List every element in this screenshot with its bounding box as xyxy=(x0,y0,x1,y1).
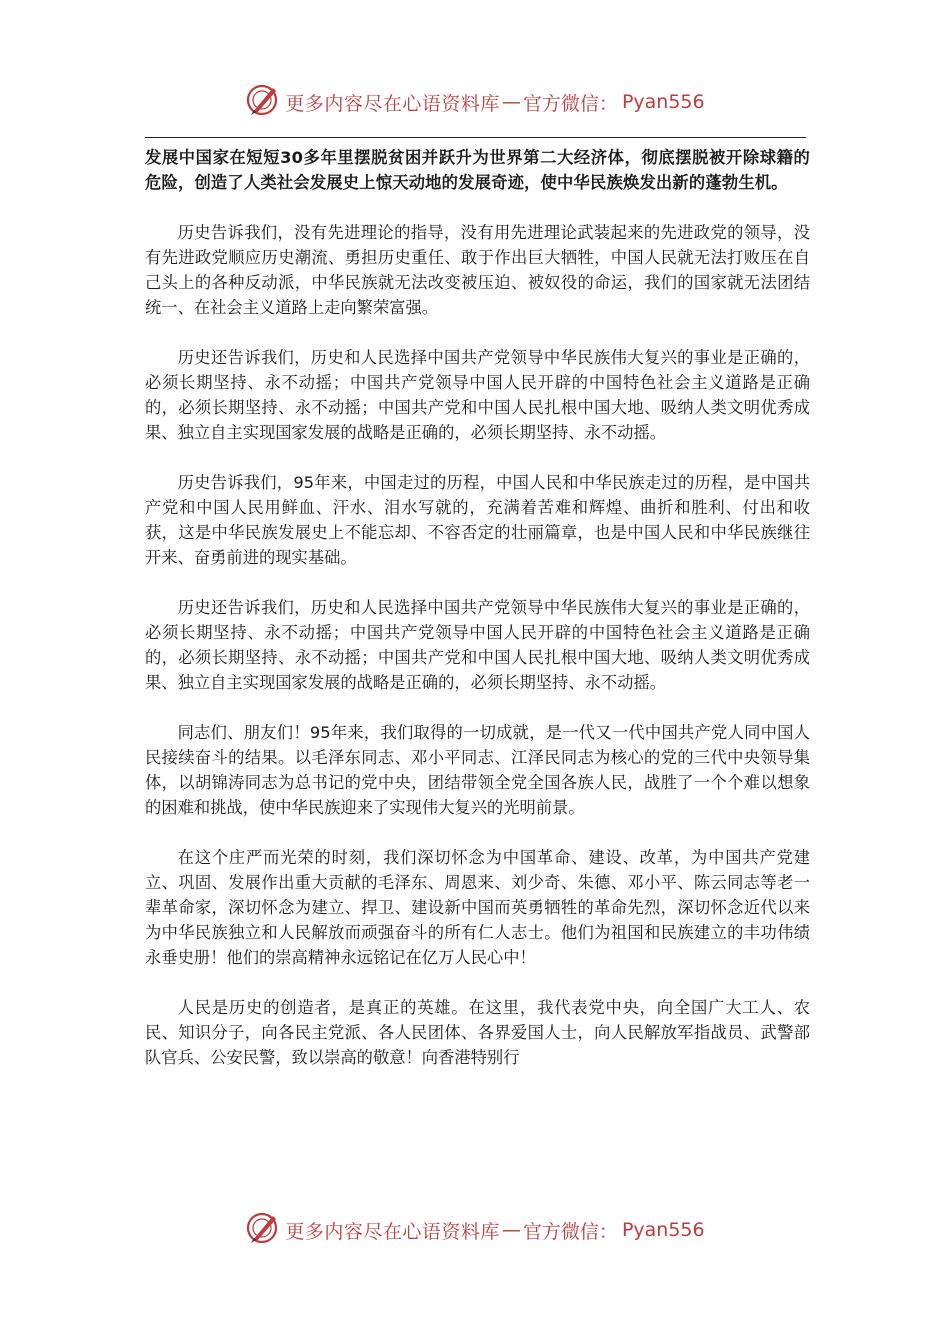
paragraph: 同志们、朋友们！95年来，我们取得的一切成就，是一代又一代中国共产党人同中国人民接续奋斗的结果。以毛泽东同志、邓小平同志、江泽民同志为核心的党的三代中央领导集体，以胡锦涛同志为总书记的党中央，团结带领全党全国各族人民，战胜了一个个难以想象的困难和挑战，使中华民族迎来了实现伟大复兴的光明前景。 xyxy=(145,723,810,817)
lead-paragraph: 发展中国家在短短30多年里摆脱贫困并跃升为世界第二大经济体，彻底摆脱被开除球籍的危险，创造了人类社会发展史上惊天动地的发展奇迹，使中华民族焕发出新的蓬勃生机。 xyxy=(145,148,810,192)
paragraph: 历史还告诉我们，历史和人民选择中国共产党领导中华民族伟大复兴的事业是正确的，必须长期坚持、永不动摇；中国共产党领导中国人民开辟的中国特色社会主义道路是正确的，必须长期坚持、永不动摇；中国共产党和中国人民扎根中国大地、吸纳人类文明优秀成果、独立自主实现国家发展的战略是正确的，必须长期坚持、永不动摇。 xyxy=(145,348,810,442)
footer-banner xyxy=(0,1210,950,1250)
banner-content xyxy=(245,82,704,122)
paragraph: 历史告诉我们，95年来，中国走过的历程，中国人民和中华民族走过的历程，是中国共产党和中国人民用鲜血、汗水、泪水写就的，充满着苦难和辉煌、曲折和胜利、付出和收获，这是中华民族发展史上不能忘却、不容否定的壮丽篇章，也是中国人民和中华民族继往开来、奋勇前进的现实基础。 xyxy=(145,473,810,567)
banner-wechat-label: 官方微信： xyxy=(522,92,618,115)
header-divider xyxy=(145,137,806,138)
paragraph: 历史告诉我们，没有先进理论的指导，没有用先进理论武装起来的先进政党的领导，没有先进政党顺应历史潮流、勇担历史重任、敢于作出巨大牺牲，中国人民就无法打败压在自己头上的各种反动派，中华民族就无法改变被压迫、被奴役的命运，我们的国家就无法团结统一、在社会主义道路上走向繁荣富强。 xyxy=(145,223,810,317)
banner-separator: — xyxy=(501,91,521,113)
quill-pen-logo-icon xyxy=(245,1210,285,1250)
paragraph: 在这个庄严而光荣的时刻，我们深切怀念为中国革命、建设、改革，为中国共产党建立、巩固、发展作出重大贡献的毛泽东、周恩来、刘少奇、朱德、邓小平、陈云同志等老一辈革命家，深切怀念为建立、捍卫、建设新中国而英勇牺牲的革命先烈，深切怀念近代以来为中华民族独立和人民解放而顽强奋斗的所有仁人志士。他们为祖国和民族建立的丰功伟绩永垂史册！他们的崇高精神永远铭记在亿万人民心中！ xyxy=(145,848,810,967)
document-body xyxy=(145,145,810,1070)
quill-pen-logo-icon xyxy=(245,82,285,122)
header-banner xyxy=(0,82,950,122)
banner-wechat-id: Pyan556 xyxy=(621,91,705,113)
paragraph: 人民是历史的创造者，是真正的英雄。在这里，我代表党中央，向全国广大工人、农民、知识分子，向各民主党派、各人民团体、各界爱国人士，向人民解放军指战员、武警部队官兵、公安民警，致以崇高的敬意！向香港特别行 xyxy=(145,998,810,1067)
banner-title: 更多内容尽在心语资料库 xyxy=(285,1220,500,1243)
banner-separator: — xyxy=(501,1219,521,1241)
banner-title: 更多内容尽在心语资料库 xyxy=(285,92,500,115)
paragraph: 历史还告诉我们，历史和人民选择中国共产党领导中华民族伟大复兴的事业是正确的，必须长期坚持、永不动摇；中国共产党领导中国人民开辟的中国特色社会主义道路是正确的，必须长期坚持、永不动摇；中国共产党和中国人民扎根中国大地、吸纳人类文明优秀成果、独立自主实现国家发展的战略是正确的，必须长期坚持、永不动摇。 xyxy=(145,598,810,692)
banner-content xyxy=(245,1210,704,1250)
banner-wechat-label: 官方微信： xyxy=(522,1220,618,1243)
banner-wechat-id: Pyan556 xyxy=(621,1219,705,1241)
